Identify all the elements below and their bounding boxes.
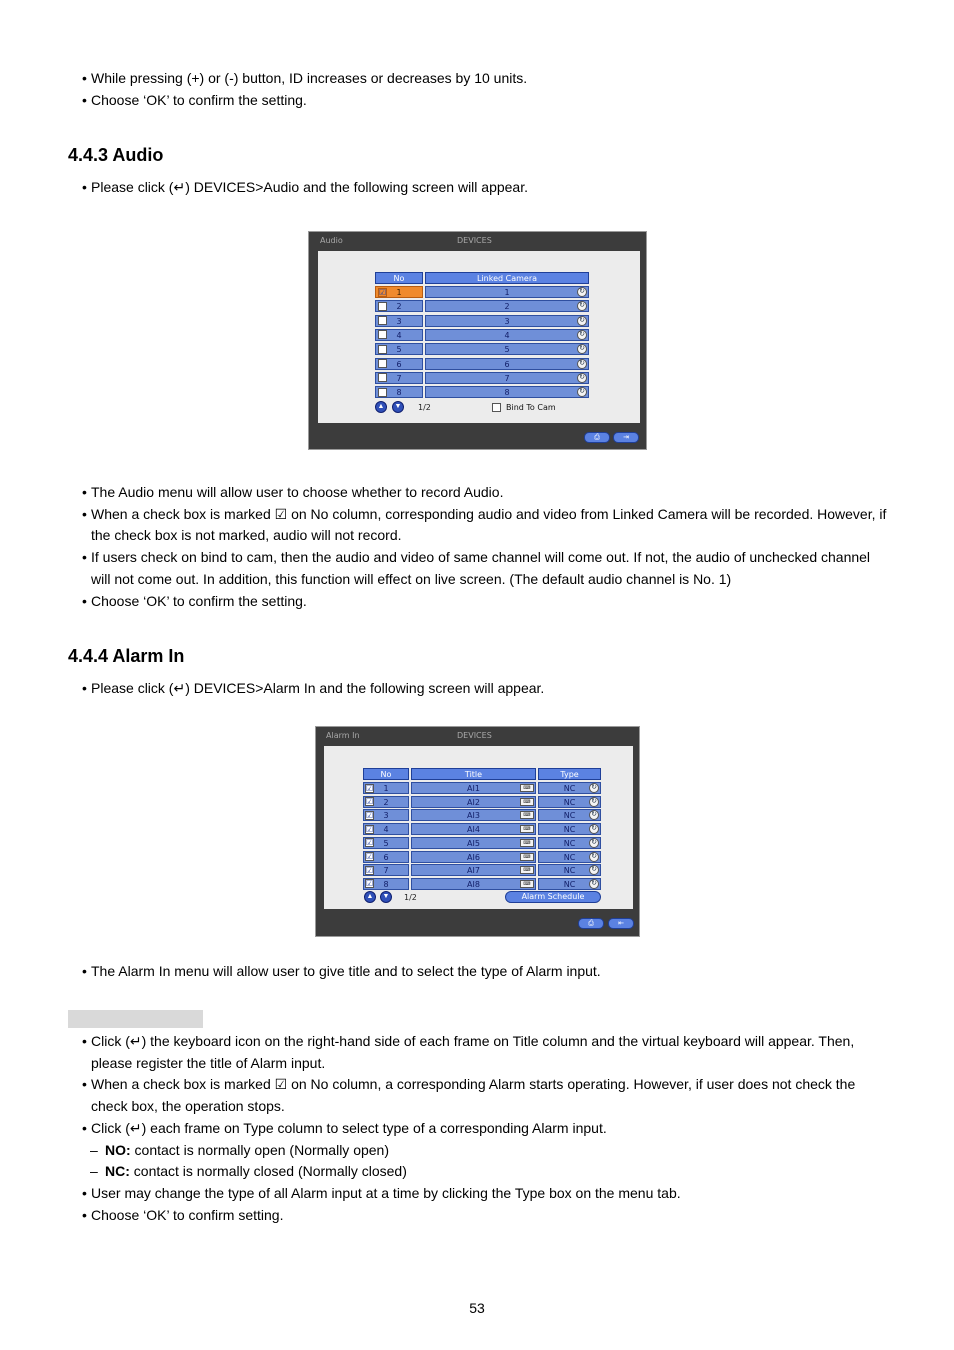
row-checkbox[interactable]: ☑ (366, 810, 374, 820)
keyboard-icon[interactable]: ⌨ (520, 811, 534, 819)
alarm-no-cell[interactable]: 7 (363, 864, 409, 876)
audio-linked-cell[interactable]: 7 (425, 372, 589, 384)
intro-bullets (80, 68, 890, 111)
alarm-note-main: • The Alarm In menu will allow user to give title and to select the type of Alarm input. (80, 961, 890, 983)
audio-panel (318, 251, 640, 423)
audio-no-cell[interactable]: 2 (375, 300, 423, 312)
audio-note-4: • Choose ‘OK’ to confirm the setting. (80, 591, 890, 613)
keyboard-icon[interactable]: ⌨ (520, 853, 534, 861)
alarm-title-cell[interactable]: AI8 (411, 878, 536, 890)
keyboard-icon[interactable]: ⌨ (520, 798, 534, 806)
audio-no-cell[interactable]: 1 (375, 286, 423, 298)
row-checkbox[interactable]: ☑ (366, 852, 374, 861)
section-heading-audio: 4.4.3 Audio (68, 145, 164, 165)
keyboard-icon[interactable]: ⌨ (520, 784, 534, 792)
page-up-icon[interactable]: ▲ (375, 401, 387, 413)
audio-screenshot (308, 231, 647, 450)
intro-line-2: • Choose ‘OK’ to confirm the setting. (80, 90, 890, 112)
alarm-note-1: • Click (↵) the keyboard icon on the right-hand side of each frame on Title column and the virtual keyboard will appear. Then, please register the title of Alarm input. (80, 1031, 890, 1074)
alarm-type-cell[interactable]: NC (538, 809, 601, 821)
row-checkbox[interactable]: ☑ (366, 879, 374, 889)
alarm-title-cell[interactable]: AI4 (411, 823, 536, 835)
audio-lead-text: • Please click (↵) DEVICES>Audio and the following screen will appear. (80, 177, 890, 199)
audio-linked-cell[interactable]: 3 (425, 315, 589, 327)
cycle-icon[interactable]: ↻ (589, 838, 599, 848)
audio-menu-title: DEVICES (457, 236, 492, 245)
audio-note-1: • The Audio menu will allow user to choose whether to record Audio. (80, 482, 890, 504)
alarm-no-cell[interactable]: 5 (363, 837, 409, 849)
audio-col-linked[interactable]: Linked Camera (425, 272, 589, 284)
alarm-lead-text: • Please click (↵) DEVICES>Alarm In and the following screen will appear. (80, 678, 890, 700)
alarm-page-indicator: 1/2 (404, 893, 417, 902)
alarm-no-cell[interactable]: 8 (363, 878, 409, 890)
audio-window-label: Audio (320, 236, 343, 245)
cycle-icon[interactable]: ↻ (589, 865, 599, 875)
cycle-icon[interactable]: ↻ (577, 301, 587, 311)
row-checkbox[interactable] (378, 373, 387, 382)
alarm-note-main-wrap (80, 961, 890, 983)
alarm-no-cell[interactable]: 1 (363, 782, 409, 794)
alarm-schedule-button[interactable]: Alarm Schedule (505, 891, 601, 903)
exit-icon[interactable]: ⇤ (608, 918, 634, 929)
alarm-col-title[interactable]: Title (411, 768, 536, 780)
save-icon[interactable]: ⎙ (584, 432, 610, 443)
alarm-title-cell[interactable]: AI1 (411, 782, 536, 794)
save-icon[interactable]: ⎙ (578, 918, 604, 929)
cycle-icon[interactable]: ↻ (577, 359, 587, 369)
keyboard-icon[interactable]: ⌨ (520, 839, 534, 847)
alarm-title-cell[interactable]: AI6 (411, 851, 536, 863)
alarm-type-cell[interactable]: NC (538, 878, 601, 890)
alarm-note-3: • Click (↵) each frame on Type column to select type of a corresponding Alarm input. (80, 1118, 890, 1140)
intro-line-1: • While pressing (+) or (-) button, ID increases or decreases by 10 units. (80, 68, 890, 90)
alarm-sub-nc-text: contact is normally closed (Normally closed) (129, 1163, 407, 1180)
audio-col-no[interactable]: No (375, 272, 423, 284)
alarm-sub-no-label: NO: (105, 1141, 131, 1158)
exit-icon[interactable]: ⇥ (613, 432, 639, 443)
alarm-window-label: Alarm In (326, 731, 360, 740)
alarm-title-cell[interactable]: AI5 (411, 837, 536, 849)
audio-note-3: • If users check on bind to cam, then the audio and video of same channel will come out. If not, the audio of unchecked channel will not come out. In addition, this function will effect on live screen. (The default audio channel is No. 1) (80, 547, 890, 590)
keyboard-icon[interactable]: ⌨ (520, 825, 534, 833)
alarm-lead (80, 678, 890, 700)
audio-linked-cell[interactable]: 2 (425, 300, 589, 312)
alarm-screenshot (315, 726, 640, 937)
audio-page-indicator: 1/2 (418, 403, 431, 412)
row-checkbox[interactable] (378, 302, 387, 311)
alarm-no-cell[interactable]: 6 (363, 851, 409, 863)
cycle-icon[interactable]: ↻ (589, 797, 599, 807)
cycle-icon[interactable]: ↻ (577, 316, 587, 326)
cycle-icon[interactable]: ↻ (577, 387, 587, 397)
note-label-bar (68, 1010, 203, 1028)
bind-to-cam-checkbox[interactable] (492, 403, 501, 412)
row-checkbox[interactable]: ☑ (379, 287, 387, 297)
row-checkbox[interactable] (378, 345, 387, 354)
alarm-sub-nc-label: NC: (105, 1163, 130, 1180)
alarm-panel (324, 746, 633, 909)
alarm-no-cell[interactable]: 4 (363, 823, 409, 835)
alarm-type-cell[interactable]: NC (538, 864, 601, 876)
page-down-icon[interactable]: ▼ (380, 891, 392, 903)
alarm-sub-no (80, 1140, 890, 1162)
audio-no-cell[interactable]: 3 (375, 315, 423, 327)
audio-linked-cell[interactable]: 1 (425, 286, 589, 298)
keyboard-icon[interactable]: ⌨ (520, 880, 534, 888)
row-checkbox[interactable] (378, 330, 387, 339)
cycle-icon[interactable]: ↻ (577, 287, 587, 297)
alarm-col-no[interactable]: No (363, 768, 409, 780)
cycle-icon[interactable]: ↻ (577, 330, 587, 340)
row-checkbox[interactable]: ☑ (366, 797, 374, 807)
cycle-icon[interactable]: ↻ (589, 810, 599, 820)
audio-no-cell[interactable]: 8 (375, 386, 423, 398)
alarm-no-cell[interactable]: 2 (363, 796, 409, 808)
alarm-type-cell[interactable]: NC (538, 837, 601, 849)
alarm-title-cell[interactable]: AI3 (411, 809, 536, 821)
alarm-type-cell[interactable]: NC (538, 782, 601, 794)
keyboard-icon[interactable]: ⌨ (520, 866, 534, 874)
row-checkbox[interactable]: ☑ (366, 838, 374, 848)
alarm-menu-title: DEVICES (457, 731, 492, 740)
cycle-icon[interactable]: ↻ (589, 824, 599, 834)
alarm-sub-no-text: contact is normally open (Normally open) (130, 1141, 390, 1158)
row-checkbox[interactable]: ☑ (366, 824, 374, 834)
audio-linked-cell[interactable]: 6 (425, 358, 589, 370)
row-checkbox[interactable]: ☑ (366, 783, 374, 793)
row-checkbox[interactable] (378, 388, 387, 397)
alarm-notes (80, 1031, 890, 1226)
alarm-no-cell[interactable]: 3 (363, 809, 409, 821)
cycle-icon[interactable]: ↻ (589, 852, 599, 862)
audio-no-cell[interactable]: 4 (375, 329, 423, 341)
row-checkbox[interactable] (378, 359, 387, 368)
audio-linked-cell[interactable]: 5 (425, 343, 589, 355)
cycle-icon[interactable]: ↻ (577, 344, 587, 354)
audio-linked-cell[interactable]: 8 (425, 386, 589, 398)
page-down-icon[interactable]: ▼ (392, 401, 404, 413)
alarm-note-2: • When a check box is marked ☑ on No column, a corresponding Alarm starts operating. However, if user does not check the check box, the operation stops. (80, 1074, 890, 1117)
alarm-type-cell[interactable]: NC (538, 823, 601, 835)
audio-no-cell[interactable]: 6 (375, 358, 423, 370)
audio-linked-cell[interactable]: 4 (425, 329, 589, 341)
alarm-type-cell[interactable]: NC (538, 851, 601, 863)
alarm-type-cell[interactable]: NC (538, 796, 601, 808)
row-checkbox[interactable]: ☑ (366, 865, 374, 875)
cycle-icon[interactable]: ↻ (577, 373, 587, 383)
audio-note-2: • When a check box is marked ☑ on No column, corresponding audio and video from Linked Camera will be recorded. However, if the check box is not marked, audio will not record. (80, 504, 890, 547)
alarm-title-cell[interactable]: AI2 (411, 796, 536, 808)
audio-no-cell[interactable]: 5 (375, 343, 423, 355)
alarm-sub-nc (80, 1161, 890, 1183)
row-checkbox[interactable] (378, 316, 387, 325)
audio-no-cell[interactable]: 7 (375, 372, 423, 384)
bind-to-cam-label: Bind To Cam (506, 403, 556, 412)
alarm-col-type[interactable]: Type (538, 768, 601, 780)
cycle-icon[interactable]: ↻ (589, 879, 599, 889)
page-up-icon[interactable]: ▲ (364, 891, 376, 903)
alarm-title-cell[interactable]: AI7 (411, 864, 536, 876)
audio-lead (80, 177, 890, 199)
alarm-note-4: • User may change the type of all Alarm input at a time by clicking the Type box on the menu tab. (80, 1183, 890, 1205)
page-number: 53 (469, 1300, 485, 1316)
cycle-icon[interactable]: ↻ (589, 783, 599, 793)
alarm-note-5: • Choose ‘OK’ to confirm setting. (80, 1205, 890, 1227)
section-heading-alarm: 4.4.4 Alarm In (68, 646, 185, 666)
audio-notes (80, 482, 890, 612)
